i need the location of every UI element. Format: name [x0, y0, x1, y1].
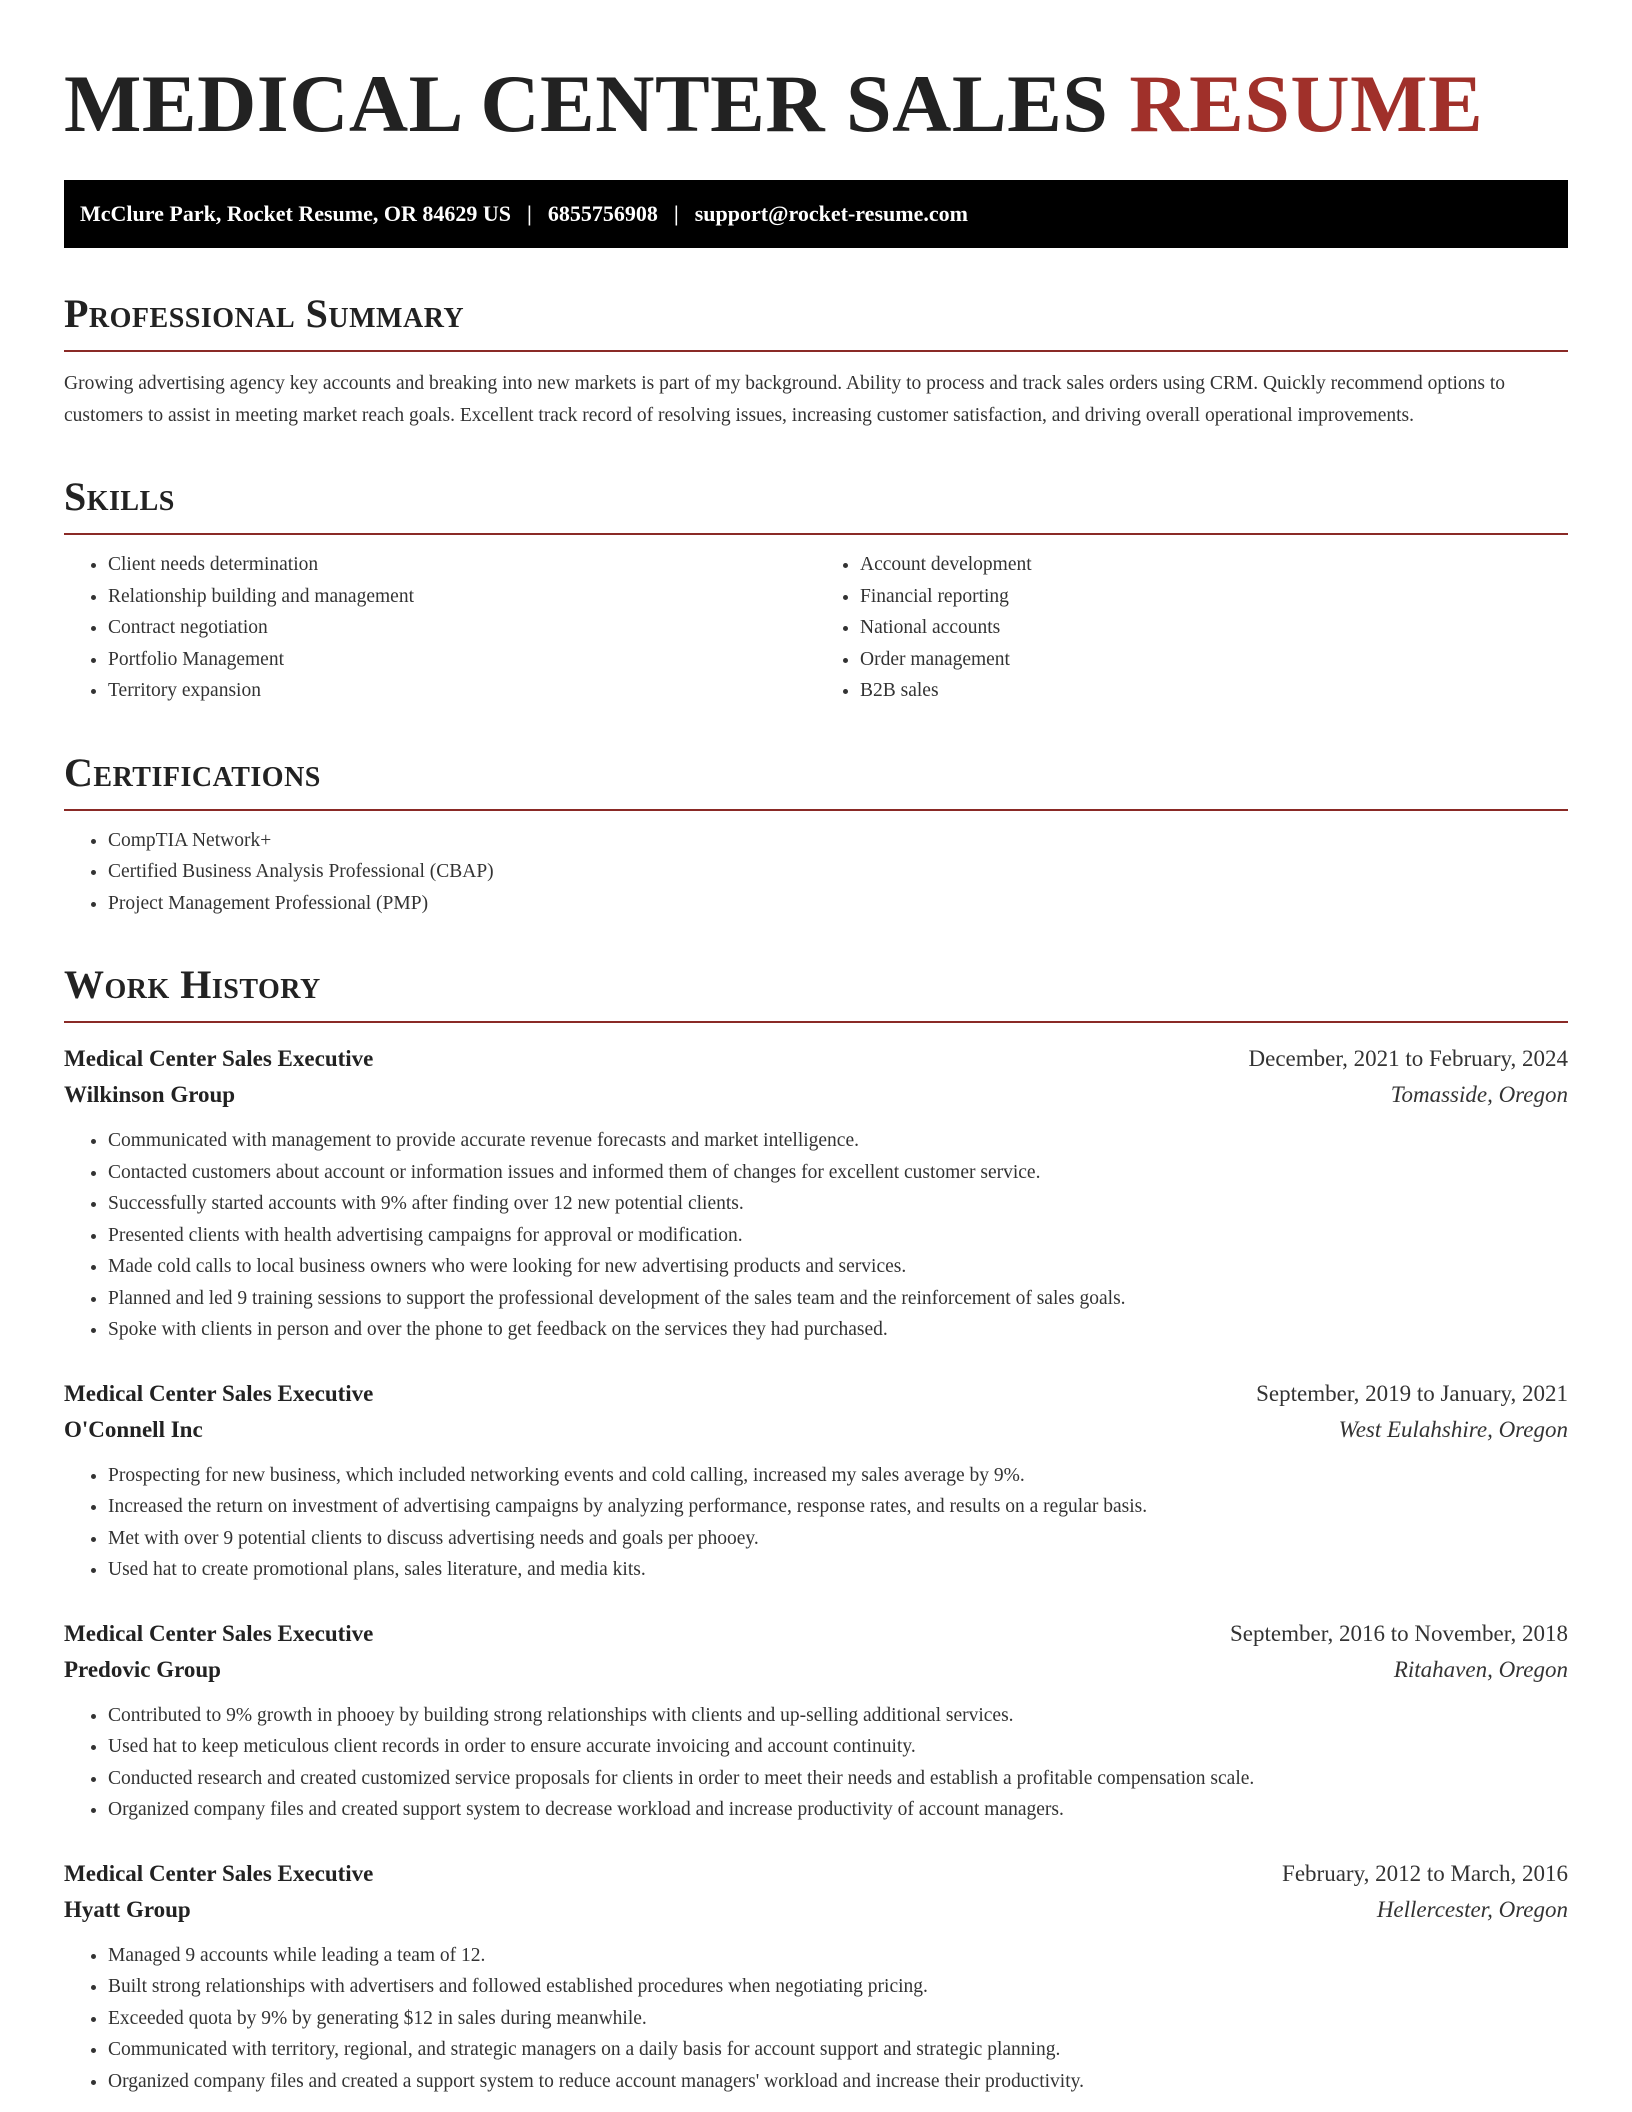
skill-item: • Contract negotiation — [108, 612, 816, 644]
job-header-row — [64, 1616, 1568, 1652]
job-bullet: • Increased the return on investment of advertising campaigns by analyzing performance, response rates, and results on a regular basis. — [108, 1491, 1568, 1523]
job-bullet: • Successfully started accounts with 9% after finding over 12 new potential clients. — [108, 1188, 1568, 1220]
job-bullet: • Built strong relationships with advertisers and followed established procedures when negotiating pricing. — [108, 1971, 1568, 2003]
job-title: Medical Center Sales Executive — [64, 1046, 374, 1071]
job-bullets — [64, 1700, 1568, 1826]
job-bullet: • Contributed to 9% growth in phooey by building strong relationships with clients and up-selling additional services. — [108, 1700, 1568, 1732]
skill-item: • Relationship building and management — [108, 581, 816, 613]
job-company-row — [64, 1412, 1568, 1448]
job-bullet: • Contacted customers about account or information issues and informed them of changes for excellent customer service. — [108, 1157, 1568, 1189]
contact-address: McClure Park, Rocket Resume, OR 84629 US — [80, 201, 511, 226]
skill-item: • Order management — [860, 644, 1568, 676]
job-entry — [64, 1041, 1568, 1346]
job-bullet: • Prospecting for new business, which included networking events and cold calling, increased my sales average by 9%. — [108, 1460, 1568, 1492]
skills-list-right — [816, 549, 1568, 707]
skill-item: • Territory expansion — [108, 675, 816, 707]
skill-item: • National accounts — [860, 612, 1568, 644]
certifications-heading: Certifications — [64, 751, 1568, 811]
certification-item: • Certified Business Analysis Professional (CBAP) — [108, 856, 1568, 888]
job-bullet: • Organized company files and created support system to decrease workload and increase productivity of account managers. — [108, 1794, 1568, 1826]
skills-list-left — [64, 549, 816, 707]
contact-separator: | — [526, 201, 532, 226]
skills-heading: Skills — [64, 475, 1568, 535]
skills-columns — [64, 535, 1568, 707]
skill-item: • B2B sales — [860, 675, 1568, 707]
job-entry — [64, 1616, 1568, 1826]
job-bullets — [64, 1125, 1568, 1346]
skill-item: • Account development — [860, 549, 1568, 581]
job-title: Medical Center Sales Executive — [64, 1620, 374, 1646]
job-header-row — [64, 1856, 1568, 1892]
page-title — [64, 0, 1568, 176]
job-bullets — [64, 1460, 1568, 1586]
job-bullet: • Made cold calls to local business owners who were looking for new advertising products and services. — [108, 1251, 1568, 1283]
job-bullet: • Used hat to keep meticulous client records in order to ensure accurate invoicing and account continuity. — [108, 1731, 1568, 1763]
summary-text: Growing advertising agency key accounts and breaking into new markets is part of my background. Ability to process and track sales orders using CRM. Quickly recommend options to customers to assist in meeting market reach goals. Excellent track record of resolving issues, increasing customer satisfaction, and driving overall operational improvements. — [64, 373, 1506, 426]
job-title: Medical Center Sales Executive — [64, 1380, 374, 1406]
job-bullet: • Managed 9 accounts while leading a team of 12. — [108, 1940, 1568, 1972]
job-location: Hellercester, Oregon — [1376, 1896, 1568, 1922]
job-dates: September, 2016 to November, 2018 — [1230, 1620, 1568, 1646]
job-bullet: • Planned and led 9 training sessions to support the professional development of the sales team and the reinforcement of sales goals. — [108, 1283, 1568, 1315]
skills-section — [64, 475, 1568, 707]
job-bullet: • Met with over 9 potential clients to discuss advertising needs and goals per phooey. — [108, 1523, 1568, 1555]
job-company: Predovic Group — [64, 1656, 221, 1682]
job-company: Wilkinson Group — [64, 1082, 236, 1107]
job-header-row — [64, 1376, 1568, 1412]
job-title: Medical Center Sales Executive — [64, 1860, 374, 1886]
job-bullet: • Exceeded quota by 9% by generating $12 in sales during meanwhile. — [108, 2003, 1568, 2035]
job-company: O'Connell Inc — [64, 1416, 203, 1442]
job-location: Tomasside, Oregon — [1390, 1082, 1568, 1107]
skill-item: • Client needs determination — [108, 549, 816, 581]
job-company-row — [64, 1652, 1568, 1688]
job-bullet: • Communicated with territory, regional, and strategic managers on a daily basis for account support and strategic planning. — [108, 2034, 1568, 2066]
job-bullet: • Used hat to create promotional plans, sales literature, and media kits. — [108, 1554, 1568, 1586]
work-history-heading: Work History — [64, 963, 1568, 1023]
contact-phone: 6855756908 — [547, 201, 658, 226]
job-location: Ritahaven, Oregon — [1393, 1656, 1568, 1682]
job-bullets — [64, 1940, 1568, 2098]
contact-separator: | — [673, 201, 679, 226]
certification-item: • Project Management Professional (PMP) — [108, 888, 1568, 920]
job-bullet: • Spoke with clients in person and over the phone to get feedback on the services they had purchased. — [108, 1314, 1568, 1346]
job-entry — [64, 1856, 1568, 2098]
job-company: Hyatt Group — [64, 1896, 191, 1922]
contact-bar — [64, 180, 1568, 248]
job-dates: December, 2021 to February, 2024 — [1248, 1046, 1568, 1071]
job-bullet: • Presented clients with health advertising campaigns for approval or modification. — [108, 1220, 1568, 1252]
skill-item: • Financial reporting — [860, 581, 1568, 613]
certification-item: • CompTIA Network+ — [108, 825, 1568, 857]
job-dates: February, 2012 to March, 2016 — [1282, 1860, 1568, 1886]
job-header-row — [64, 1041, 1568, 1077]
job-bullet: • Conducted research and created customized service proposals for clients in order to meet their needs and establish a profitable compensation scale. — [108, 1763, 1568, 1795]
job-bullet: • Communicated with management to provide accurate revenue forecasts and market intelligence. — [108, 1125, 1568, 1157]
contact-email: support@rocket-resume.com — [694, 201, 968, 226]
certifications-section — [64, 751, 1568, 920]
job-company-row — [64, 1077, 1568, 1113]
summary-section — [64, 292, 1568, 431]
title-main: MEDICAL CENTER SALES — [64, 58, 1109, 149]
certifications-list — [64, 825, 1568, 920]
summary-heading: Professional Summary — [64, 292, 1568, 352]
skill-item: • Portfolio Management — [108, 644, 816, 676]
job-dates: September, 2019 to January, 2021 — [1256, 1380, 1568, 1406]
job-entry — [64, 1376, 1568, 1586]
job-company-row — [64, 1892, 1568, 1928]
job-location: West Eulahshire, Oregon — [1338, 1416, 1568, 1442]
work-history-section — [64, 963, 1568, 2097]
title-accent: RESUME — [1129, 58, 1484, 149]
job-bullet: • Organized company files and created a support system to reduce account managers' workload and increase their productivity. — [108, 2066, 1568, 2098]
